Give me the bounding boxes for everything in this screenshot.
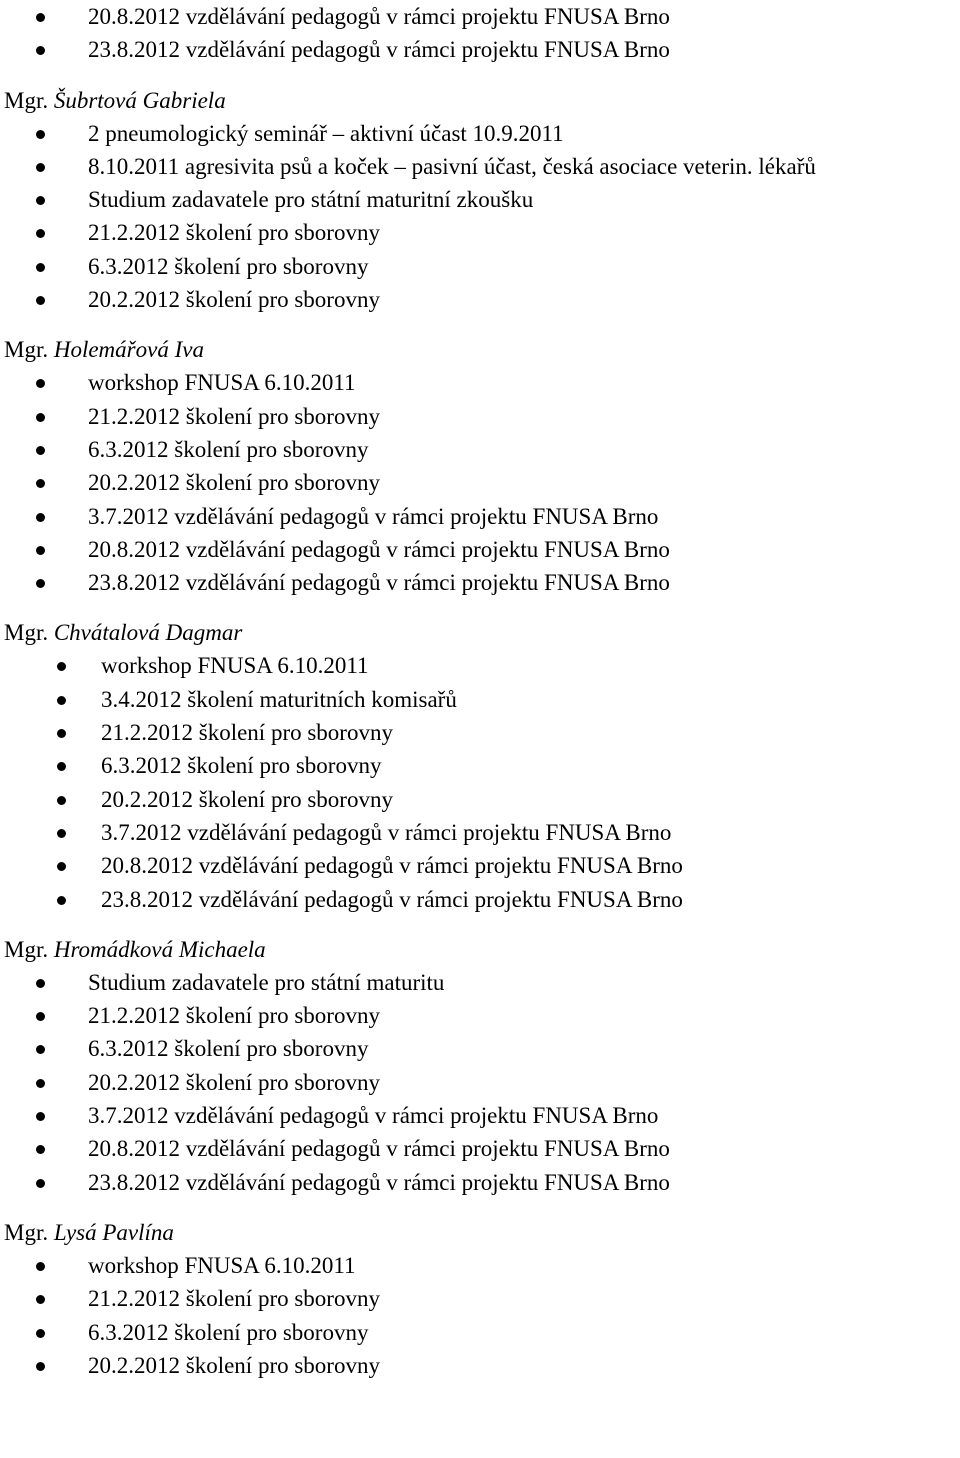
list-item — [0, 716, 960, 749]
bullet-icon — [36, 379, 45, 388]
list-item — [0, 1349, 960, 1382]
section-holemarova — [0, 333, 960, 599]
list-item — [0, 849, 960, 882]
list-item — [0, 117, 960, 150]
list-item-text: 20.2.2012 školení pro sborovny — [101, 786, 393, 812]
list-item — [0, 649, 960, 682]
list-item-text: 23.8.2012 vzdělávání pedagogů v rámci projektu FNUSA Brno — [101, 886, 683, 912]
bullet-icon — [36, 1262, 45, 1271]
list-item-text: 6.3.2012 školení pro sborovny — [88, 1319, 369, 1345]
list-item-text: 6.3.2012 školení pro sborovny — [88, 253, 369, 279]
list-item — [0, 783, 960, 816]
list-item — [0, 250, 960, 283]
item-list — [0, 649, 960, 915]
bullet-icon — [36, 479, 45, 488]
bullet-icon — [36, 1145, 45, 1154]
list-item-text: 8.10.2011 agresivita psů a koček – pasivní účast, česká asociace veterin. lékařů — [88, 153, 816, 179]
list-item-text: workshop FNUSA 6.10.2011 — [88, 1252, 356, 1278]
list-item-text: 21.2.2012 školení pro sborovny — [88, 403, 380, 429]
list-item-text: 20.2.2012 školení pro sborovny — [88, 470, 380, 496]
list-item-text: 20.8.2012 vzdělávání pedagogů v rámci projektu FNUSA Brno — [88, 4, 670, 29]
section-chvatalova — [0, 616, 960, 915]
title-prefix: Mgr. — [4, 1219, 49, 1245]
list-item — [0, 150, 960, 183]
list-item-text: 23.8.2012 vzdělávání pedagogů v rámci projektu FNUSA Brno — [88, 37, 670, 63]
list-item-text: 20.8.2012 vzdělávání pedagogů v rámci projektu FNUSA Brno — [88, 536, 670, 562]
bullet-icon — [36, 979, 45, 988]
bullet-icon — [57, 729, 66, 738]
section-heading — [0, 84, 960, 117]
section-heading — [0, 1216, 960, 1249]
list-item — [0, 883, 960, 916]
list-item — [0, 1282, 960, 1315]
list-item — [0, 816, 960, 849]
list-item — [0, 216, 960, 249]
bullet-icon — [36, 163, 45, 172]
list-item-text: Studium zadavatele pro státní maturitní zkoušku — [88, 187, 534, 213]
list-item — [0, 0, 960, 33]
list-item — [0, 999, 960, 1032]
bullet-icon — [57, 862, 66, 871]
title-prefix: Mgr. — [4, 620, 49, 646]
bullet-icon — [57, 896, 66, 905]
list-item-text: 20.2.2012 školení pro sborovny — [88, 1352, 380, 1378]
list-item-text: 3.7.2012 vzdělávání pedagogů v rámci projektu FNUSA Brno — [101, 819, 672, 845]
list-item — [0, 1132, 960, 1165]
section-heading — [0, 333, 960, 366]
bullet-icon — [36, 130, 45, 139]
list-item-text: 21.2.2012 školení pro sborovny — [88, 1003, 380, 1029]
list-item-text: 20.8.2012 vzdělávání pedagogů v rámci projektu FNUSA Brno — [88, 1136, 670, 1162]
list-item-text: 20.8.2012 vzdělávání pedagogů v rámci projektu FNUSA Brno — [101, 853, 683, 879]
list-item — [0, 283, 960, 316]
bullet-icon — [36, 13, 45, 22]
list-item — [0, 33, 960, 66]
title-prefix: Mgr. — [4, 337, 49, 363]
list-item-text: 20.2.2012 školení pro sborovny — [88, 287, 380, 313]
title-prefix: Mgr. — [4, 87, 49, 113]
item-list — [0, 1249, 960, 1382]
list-item-text: 23.8.2012 vzdělávání pedagogů v rámci projektu FNUSA Brno — [88, 570, 670, 596]
list-item-text: 2 pneumologický seminář – aktivní účast 10.9.2011 — [88, 120, 564, 146]
bullet-icon — [57, 662, 66, 671]
bullet-icon — [36, 1045, 45, 1054]
bullet-icon — [36, 513, 45, 522]
person-name: Šubrtová Gabriela — [53, 87, 226, 113]
bullet-icon — [57, 796, 66, 805]
section-heading — [0, 933, 960, 966]
section-continued — [0, 0, 960, 67]
bullet-icon — [36, 229, 45, 238]
list-item-text: 3.7.2012 vzdělávání pedagogů v rámci projektu FNUSA Brno — [88, 503, 659, 529]
bullet-icon — [36, 579, 45, 588]
item-list — [0, 117, 960, 317]
section-subrtova — [0, 84, 960, 317]
list-item-text: Studium zadavatele pro státní maturitu — [88, 969, 445, 995]
list-item — [0, 1249, 960, 1282]
list-item-text: 23.8.2012 vzdělávání pedagogů v rámci projektu FNUSA Brno — [88, 1169, 670, 1195]
bullet-icon — [36, 46, 45, 55]
person-name: Chvátalová Dagmar — [53, 620, 243, 646]
bullet-icon — [36, 196, 45, 205]
list-item-text: 6.3.2012 školení pro sborovny — [88, 436, 369, 462]
bullet-icon — [36, 1329, 45, 1338]
bullet-icon — [36, 296, 45, 305]
section-lysa — [0, 1216, 960, 1382]
item-list — [0, 366, 960, 599]
bullet-icon — [36, 263, 45, 272]
list-item-text: workshop FNUSA 6.10.2011 — [88, 370, 356, 396]
item-list — [0, 966, 960, 1199]
bullet-icon — [36, 1179, 45, 1188]
list-item — [0, 183, 960, 216]
bullet-icon — [36, 1079, 45, 1088]
list-item — [0, 433, 960, 466]
list-item-text: 3.7.2012 vzdělávání pedagogů v rámci projektu FNUSA Brno — [88, 1103, 659, 1129]
bullet-icon — [36, 413, 45, 422]
list-item — [0, 966, 960, 999]
list-item-text: 21.2.2012 školení pro sborovny — [88, 1286, 380, 1312]
list-item — [0, 466, 960, 499]
list-item-text: 21.2.2012 školení pro sborovny — [88, 220, 380, 246]
item-list — [0, 0, 960, 67]
section-heading — [0, 616, 960, 649]
list-item — [0, 1032, 960, 1065]
bullet-icon — [57, 696, 66, 705]
bullet-icon — [36, 1295, 45, 1304]
list-item — [0, 683, 960, 716]
list-item — [0, 366, 960, 399]
list-item — [0, 400, 960, 433]
bullet-icon — [36, 1012, 45, 1021]
title-prefix: Mgr. — [4, 936, 49, 962]
list-item-text: 21.2.2012 školení pro sborovny — [101, 720, 393, 746]
list-item-text: workshop FNUSA 6.10.2011 — [101, 653, 369, 679]
bullet-icon — [36, 1112, 45, 1121]
person-name: Holemářová Iva — [53, 337, 204, 363]
bullet-icon — [57, 762, 66, 771]
list-item-text: 20.2.2012 školení pro sborovny — [88, 1069, 380, 1095]
bullet-icon — [36, 546, 45, 555]
bullet-icon — [36, 446, 45, 455]
list-item — [0, 749, 960, 782]
list-item — [0, 566, 960, 599]
list-item — [0, 1099, 960, 1132]
bullet-icon — [36, 1362, 45, 1371]
bullet-icon — [57, 829, 66, 838]
list-item — [0, 500, 960, 533]
list-item — [0, 1316, 960, 1349]
list-item — [0, 533, 960, 566]
person-name: Lysá Pavlína — [53, 1219, 174, 1245]
list-item-text: 3.4.2012 školení maturitních komisařů — [101, 686, 457, 712]
section-hromadkova — [0, 933, 960, 1199]
list-item-text: 6.3.2012 školení pro sborovny — [101, 753, 382, 779]
person-name: Hromádková Michaela — [53, 936, 266, 962]
list-item — [0, 1166, 960, 1199]
list-item — [0, 1066, 960, 1099]
list-item-text: 6.3.2012 školení pro sborovny — [88, 1036, 369, 1062]
